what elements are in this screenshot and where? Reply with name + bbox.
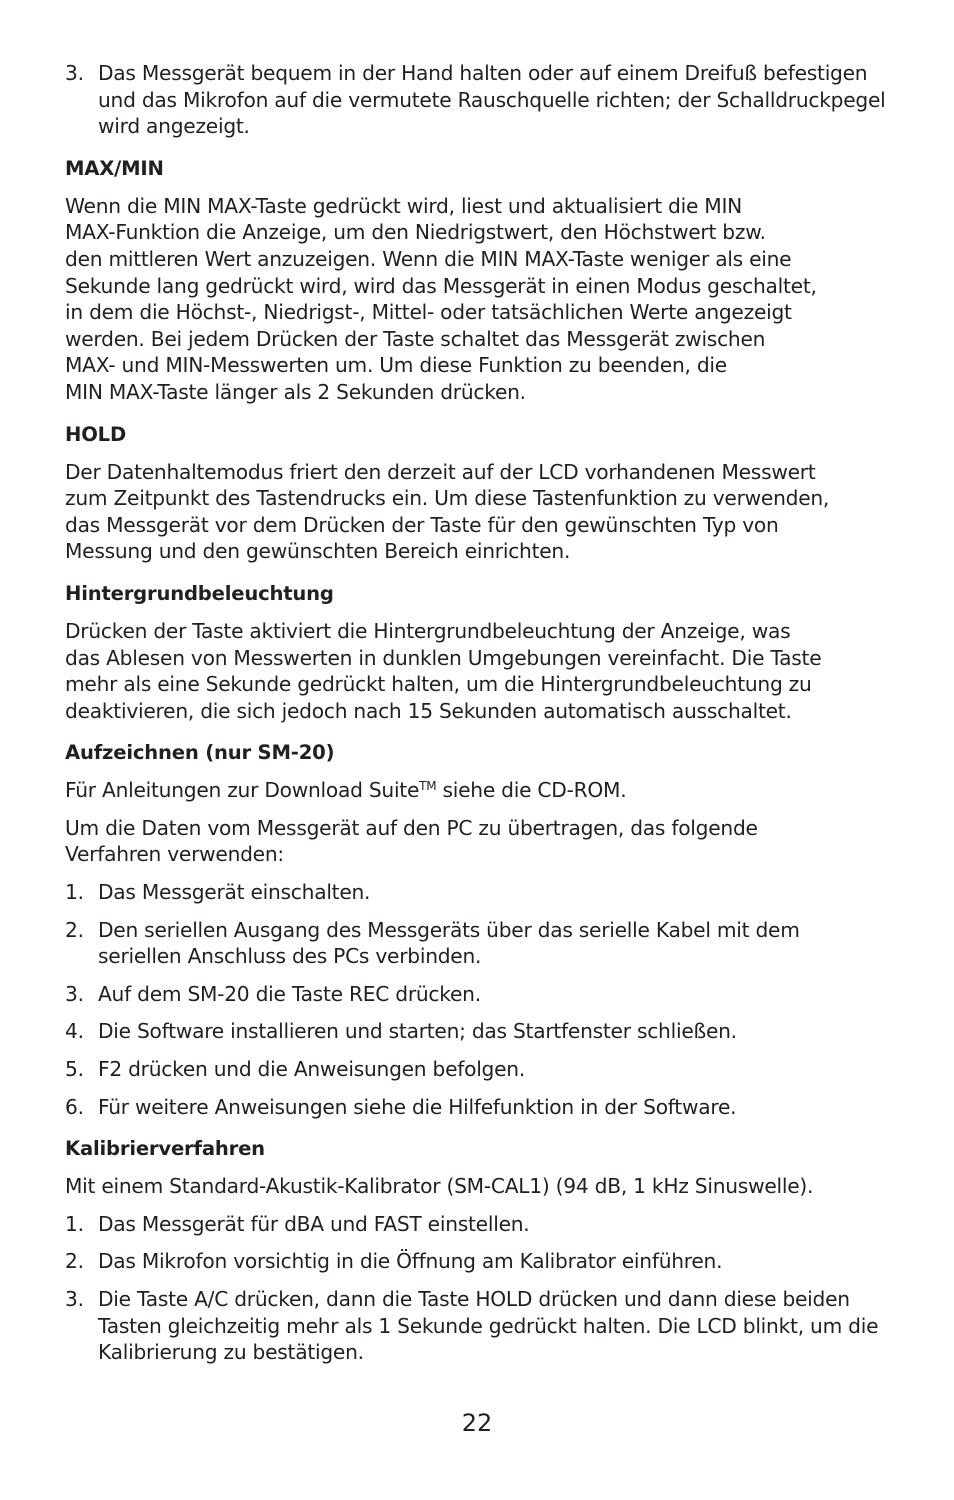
list-item-text: Das Messgerät bequem in der Hand halten oder auf einem Dreifuß befestigen und das Mikrofon auf die vermutete Rauschquelle richten; der Schalldruckpegel wird angezeigt. — [98, 61, 886, 139]
recording-steps-list — [65, 879, 887, 1120]
suite-text-before: Für Anleitungen zur Download Suite — [65, 778, 420, 803]
list-item-text: Das Messgerät für dBA und FAST einstellen. — [98, 1211, 530, 1236]
hold-paragraph — [65, 459, 887, 565]
paragraph-line: Verfahren verwenden: — [65, 842, 284, 867]
section-heading-hold: HOLD — [65, 422, 127, 446]
list-item-number: 2. — [65, 1249, 84, 1274]
section-heading-recording: Aufzeichnen (nur SM-20) — [65, 741, 335, 765]
list-item-text: F2 drücken und die Anweisungen befolgen. — [98, 1057, 526, 1082]
list-item-number: 6. — [65, 1094, 84, 1119]
list-item — [65, 1094, 887, 1121]
section-heading-backlight: Hintergrundbeleuchtung — [65, 581, 334, 605]
list-item-text: Das Messgerät einschalten. — [98, 880, 371, 905]
paragraph-line: MAX- und MIN-Messwerten um. Um diese Funktion zu beenden, die — [65, 353, 727, 378]
list-item-text: Die Taste A/C drücken, dann die Taste HOLD drücken und dann diese beiden Tasten gleichzeitig mehr als 1 Sekunde gedrückt halten. Die LCD blinkt, um die Kalibrierung zu bestätigen. — [98, 1287, 879, 1365]
list-item-number: 3. — [65, 981, 84, 1006]
paragraph-line: Wenn die MIN MAX-Taste gedrückt wird, liest und aktualisiert die MIN — [65, 193, 743, 218]
paragraph-line: werden. Bei jedem Drücken der Taste schaltet das Messgerät zwischen — [65, 326, 766, 351]
paragraph-line: Um die Daten vom Messgerät auf den PC zu übertragen, das folgende — [65, 815, 758, 840]
maxmin-paragraph — [65, 193, 887, 406]
calibration-steps-list — [65, 1211, 887, 1366]
paragraph-line: in dem die Höchst-, Niedrigst-, Mittel- oder tatsächlichen Werte angezeigt — [65, 300, 792, 325]
page-number: 22 — [461, 1409, 493, 1437]
paragraph-line: das Messgerät vor dem Drücken der Taste für den gewünschten Typ von — [65, 512, 779, 537]
paragraph-line: Sekunde lang gedrückt wird, wird das Messgerät in einen Modus geschaltet, — [65, 273, 817, 298]
paragraph-line: Drücken der Taste aktiviert die Hintergrundbeleuchtung der Anzeige, was — [65, 618, 791, 643]
paragraph-line: mehr als eine Sekunde gedrückt halten, um die Hintergrundbeleuchtung zu — [65, 672, 812, 697]
trademark-mark: TM — [419, 779, 437, 794]
list-item-number: 5. — [65, 1057, 84, 1082]
list-item — [65, 879, 887, 906]
list-item — [65, 1056, 887, 1083]
download-suite-paragraph — [65, 777, 887, 804]
list-item-number: 1. — [65, 880, 84, 905]
section-heading-maxmin: MAX/MIN — [65, 156, 164, 180]
list-item — [65, 1211, 887, 1238]
document-page — [65, 60, 887, 1366]
list-item-number: 1. — [65, 1211, 84, 1236]
paragraph-line: das Ablesen von Messwerten in dunklen Umgebungen vereinfacht. Die Taste — [65, 645, 822, 670]
list-item-text: Die Software installieren und starten; das Startfenster schließen. — [98, 1019, 737, 1044]
paragraph-line: zum Zeitpunkt des Tastendrucks ein. Um diese Tastenfunktion zu verwenden, — [65, 486, 830, 511]
list-item — [65, 1248, 887, 1275]
list-item — [65, 1018, 887, 1045]
list-item-text: Für weitere Anweisungen siehe die Hilfefunktion in der Software. — [98, 1094, 737, 1119]
list-item-number: 3. — [65, 1287, 84, 1311]
transfer-paragraph — [65, 815, 887, 868]
intro-list-item — [65, 60, 887, 140]
list-item-number: 3. — [65, 61, 84, 85]
list-item-number: 4. — [65, 1019, 84, 1044]
list-item-number: 2. — [65, 917, 84, 942]
list-item — [65, 917, 887, 970]
list-item-text: Den seriellen Ausgang des Messgeräts über das serielle Kabel mit dem seriellen Anschluss des PCs verbinden. — [98, 917, 800, 969]
list-item-text: Auf dem SM-20 die Taste REC drücken. — [98, 981, 481, 1006]
paragraph-line: den mittleren Wert anzuzeigen. Wenn die MIN MAX-Taste weniger als eine — [65, 246, 792, 271]
list-item — [65, 1286, 887, 1366]
paragraph-line: Der Datenhaltemodus friert den derzeit auf der LCD vorhandenen Messwert — [65, 459, 816, 484]
list-item-text: Das Mikrofon vorsichtig in die Öffnung am Kalibrator einführen. — [98, 1249, 723, 1274]
suite-text-after: siehe die CD-ROM. — [436, 778, 627, 803]
calibration-intro: Mit einem Standard-Akustik-Kalibrator (SM-CAL1) (94 dB, 1 kHz Sinuswelle). — [65, 1174, 814, 1199]
paragraph-line: Messung und den gewünschten Bereich einrichten. — [65, 539, 571, 564]
paragraph-line: deaktivieren, die sich jedoch nach 15 Sekunden automatisch ausschaltet. — [65, 698, 792, 723]
section-heading-calibration: Kalibrierverfahren — [65, 1137, 265, 1161]
paragraph-line: MIN MAX-Taste länger als 2 Sekunden drücken. — [65, 379, 526, 404]
paragraph-line: MAX-Funktion die Anzeige, um den Niedrigstwert, den Höchstwert bzw. — [65, 220, 766, 245]
backlight-paragraph — [65, 618, 887, 724]
list-item — [65, 981, 887, 1008]
